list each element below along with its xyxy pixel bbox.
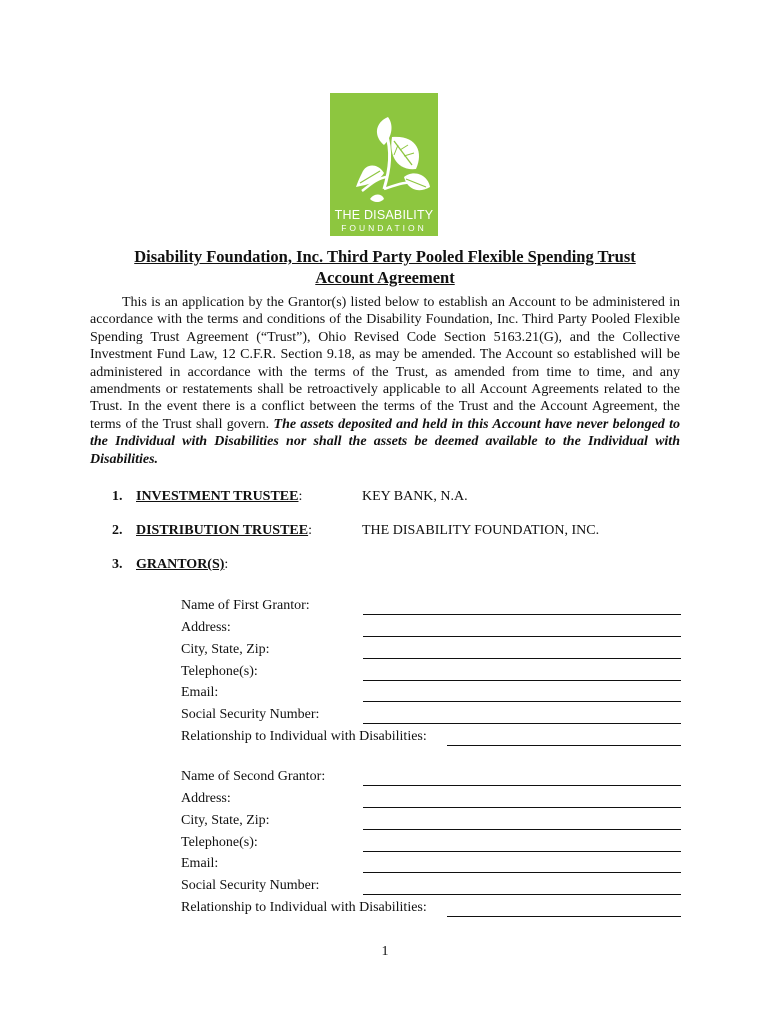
- first-grantor-relationship-field[interactable]: [447, 745, 681, 746]
- first-grantor-city-row: [181, 642, 681, 661]
- second-grantor-name-field[interactable]: [363, 785, 681, 786]
- second-grantor-city-field[interactable]: [363, 829, 681, 830]
- intro-paragraph: [90, 294, 680, 468]
- field-label: Address:: [181, 791, 231, 806]
- first-grantor-ssn-row: [181, 707, 681, 726]
- field-label: Name of Second Grantor:: [181, 769, 326, 784]
- field-label: Address:: [181, 620, 231, 635]
- leaf-icon: [330, 93, 438, 205]
- first-grantor-ssn-field[interactable]: [363, 723, 681, 724]
- section-label: GRANTOR(S): [136, 557, 225, 572]
- section-value: THE DISABILITY FOUNDATION, INC.: [362, 523, 600, 538]
- field-label: Telephone(s):: [181, 835, 258, 850]
- second-grantor-telephone-field[interactable]: [363, 851, 681, 852]
- second-grantor-email-field[interactable]: [363, 872, 681, 873]
- section-number: 3.: [112, 557, 123, 572]
- title-line1: Disability Foundation, Inc. Third Party Pooled Flexible Spending Trust: [134, 247, 636, 266]
- title-line2: Account Agreement: [315, 268, 455, 287]
- first-grantor-name-field[interactable]: [363, 614, 681, 615]
- second-grantor-relationship-field[interactable]: [447, 916, 681, 917]
- document-title: [90, 246, 680, 288]
- section-label: DISTRIBUTION TRUSTEE: [136, 523, 309, 538]
- second-grantor-address-field[interactable]: [363, 807, 681, 808]
- second-grantor-telephone-row: [181, 835, 681, 854]
- second-grantor-address-row: [181, 791, 681, 810]
- first-grantor-email-field[interactable]: [363, 701, 681, 702]
- section-investment-trustee: [112, 488, 468, 505]
- field-label: City, State, Zip:: [181, 642, 270, 657]
- foundation-logo: [330, 93, 438, 236]
- logo-text-line1: THE DISABILITY: [334, 208, 434, 222]
- first-grantor-telephone-field[interactable]: [363, 680, 681, 681]
- first-grantor-address-field[interactable]: [363, 636, 681, 637]
- section-colon: :: [224, 557, 229, 572]
- section-number: 2.: [112, 523, 123, 538]
- section-distribution-trustee: [112, 522, 600, 539]
- first-grantor-address-row: [181, 620, 681, 639]
- field-label: City, State, Zip:: [181, 813, 270, 828]
- first-grantor-city-field[interactable]: [363, 658, 681, 659]
- first-grantor-name-row: [181, 598, 681, 617]
- second-grantor-name-row: [181, 769, 681, 788]
- field-label: Email:: [181, 685, 219, 700]
- section-grantors: [112, 556, 228, 573]
- logo-text-line2: FOUNDATION: [341, 223, 427, 233]
- second-grantor-email-row: [181, 856, 681, 875]
- first-grantor-telephone-row: [181, 664, 681, 683]
- section-label: INVESTMENT TRUSTEE: [136, 489, 299, 504]
- second-grantor-ssn-field[interactable]: [363, 894, 681, 895]
- first-grantor-relationship-row: [181, 729, 681, 748]
- field-label: Name of First Grantor:: [181, 598, 310, 613]
- field-label: Relationship to Individual with Disabilities:: [181, 900, 427, 915]
- intro-emphasis: The assets deposited and held in this Account have never belonged to the Individual with Disabilities nor shall the assets be deemed available to the Individual with Disabilities.: [90, 416, 681, 467]
- page-number: 1: [381, 944, 389, 959]
- second-grantor-ssn-row: [181, 878, 681, 897]
- field-label: Telephone(s):: [181, 664, 258, 679]
- field-label: Social Security Number:: [181, 707, 320, 722]
- section-number: 1.: [112, 489, 123, 504]
- second-grantor-relationship-row: [181, 900, 681, 919]
- section-value: KEY BANK, N.A.: [362, 489, 468, 504]
- field-label: Email:: [181, 856, 219, 871]
- field-label: Social Security Number:: [181, 878, 320, 893]
- second-grantor-city-row: [181, 813, 681, 832]
- section-colon: :: [298, 489, 303, 504]
- first-grantor-email-row: [181, 685, 681, 704]
- field-label: Relationship to Individual with Disabilities:: [181, 729, 427, 744]
- intro-text: This is an application by the Grantor(s) listed below to establish an Account to be administered in accordance with the terms and conditions of the Disability Foundation, Inc. Third Party Pooled Flexible Spending Trust Agreement (“Trust”), Ohio Revised Code Section 5163.21(G), and the Collective Investment Fund Law, 12 C.F.R. Section 9.18, as may be amended. The Account so established will be administered in accordance with the terms of the Trust, as amended from time to time, and any amendments or restatements shall be retroactively applicable to all Account Agreements related to the Trust. In the event there is a conflict between the terms of the Trust and the Account Agreement, the terms of the Trust shall govern.: [90, 295, 680, 432]
- section-colon: :: [308, 523, 312, 538]
